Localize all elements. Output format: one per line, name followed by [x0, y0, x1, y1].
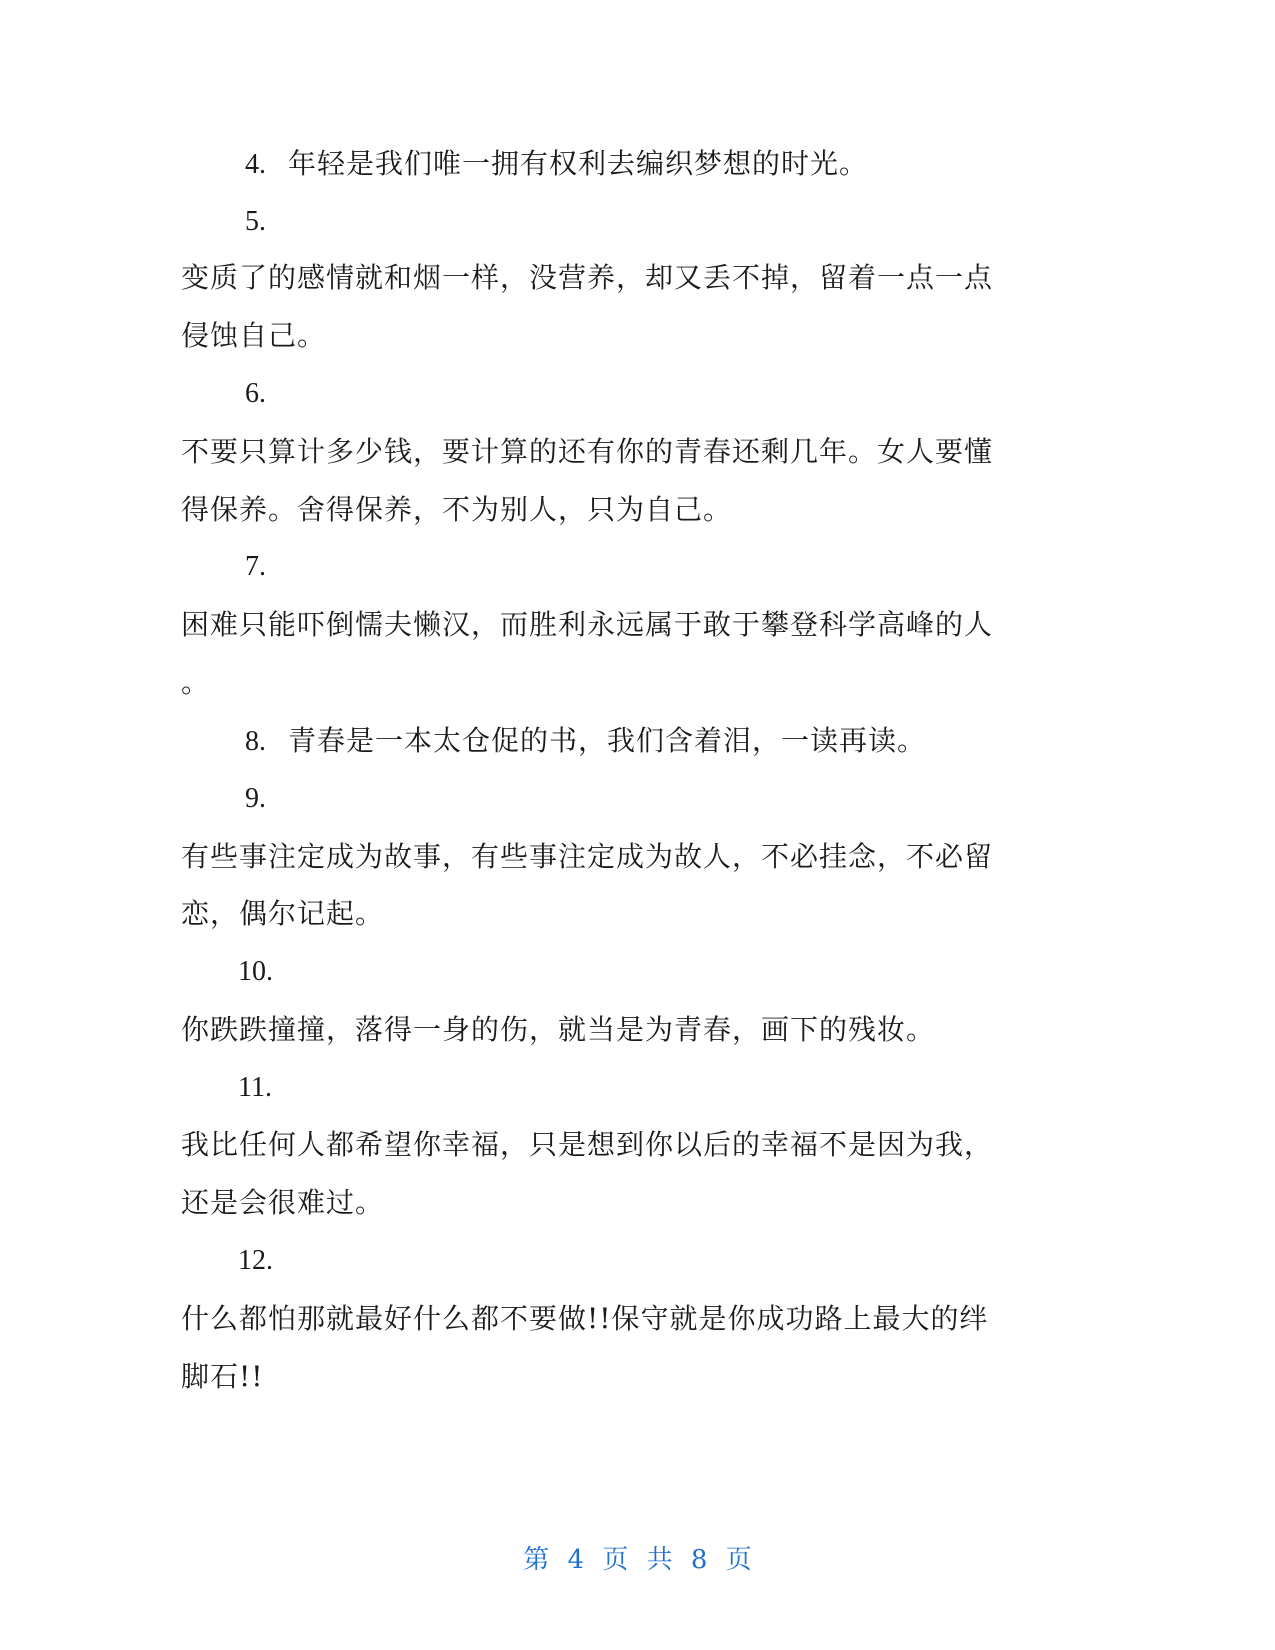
item-9-number: 9. [245, 783, 266, 814]
item-12-number: 12. [238, 1245, 273, 1276]
item-10-number: 10. [238, 956, 273, 987]
footer-page-word: 页 [602, 1545, 629, 1575]
item-11-number: 11. [238, 1072, 272, 1103]
footer-prefix: 第 [523, 1545, 550, 1575]
item-6-text-line-1: 不要只算计多少钱，要计算的还有你的青春还剩几年。女人要懂 [181, 435, 994, 468]
item-8-number: 8. [245, 726, 266, 757]
item-5-number: 5. [245, 206, 266, 237]
item-7-number: 7. [245, 551, 266, 582]
page-footer [0, 1542, 1275, 1578]
item-4-text: 年轻是我们唯一拥有权利去编织梦想的时光。 [288, 147, 869, 180]
item-6-number: 6. [245, 378, 266, 409]
item-9-text-line-1: 有些事注定成为故事，有些事注定成为故人，不必挂念，不必留 [181, 840, 994, 873]
item-6-text-line-2: 得保养。舍得保养，不为别人，只为自己。 [181, 493, 733, 526]
footer-total-word: 共 [646, 1545, 673, 1575]
item-9-text-line-2: 恋，偶尔记起。 [181, 897, 385, 930]
item-8-text: 青春是一本太仓促的书，我们含着泪，一读再读。 [288, 724, 927, 757]
item-11-text-line-2: 还是会很难过。 [181, 1186, 385, 1219]
item-11-text-line-1: 我比任何人都希望你幸福，只是想到你以后的幸福不是因为我， [181, 1128, 994, 1161]
item-8-line [245, 721, 926, 762]
item-7-text-line-1: 困难只能吓倒懦夫懒汉，而胜利永远属于敢于攀登科学高峰的人 [181, 608, 994, 641]
footer-total-pages: 8 [690, 1545, 708, 1575]
item-12-text-line-1: 什么都怕那就最好什么都不要做!!保守就是你成功路上最大的绊 [181, 1302, 989, 1335]
footer-current-page: 4 [567, 1545, 585, 1575]
item-4-number: 4. [245, 149, 266, 180]
item-12-text-line-2: 脚石!! [181, 1360, 264, 1393]
item-10-text-line-1: 你跌跌撞撞，落得一身的伤，就当是为青春，画下的残妆。 [181, 1013, 936, 1046]
item-5-text-line-1: 变质了的感情就和烟一样，没营养，却又丢不掉，留着一点一点 [181, 261, 994, 294]
footer-suffix: 页 [725, 1545, 752, 1575]
item-5-text-line-2: 侵蚀自己。 [181, 319, 327, 352]
item-7-text-line-2: 。 [181, 666, 211, 699]
item-4-line [245, 144, 868, 185]
